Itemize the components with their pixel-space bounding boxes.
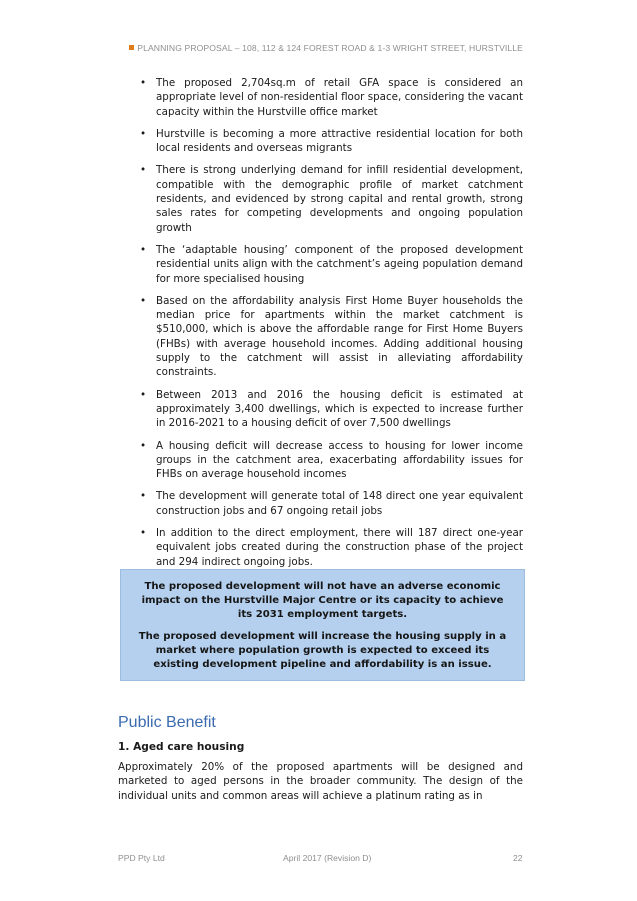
bullet-text: A housing deficit will decrease access to housing for lower income groups in the catchment area, exacerbating affordability issues for FHBs on average household incomes	[156, 439, 523, 481]
bullet-text: The proposed 2,704sq.m of retail GFA space is considered an appropriate level of non-residential floor space, considering the vacant capacity within the Hurstville office market	[156, 77, 523, 118]
bullet-text: The development will generate total of 148 direct one year equivalent construction jobs and 67 ongoing retail jobs	[156, 490, 523, 517]
bullet-text: The ‘adaptable housing’ component of the proposed development residential units align with the catchment’s ageing population demand for more specialised housing	[156, 243, 523, 285]
footer-company: PPD Pty Ltd	[118, 853, 165, 863]
bullet-icon: •	[140, 243, 147, 256]
bullet-item	[118, 388, 523, 431]
bullet-text: Between 2013 and 2016 the housing deficit is estimated at approximately 3,400 dwellings, which is expected to increase further in 2016-2021 to a housing deficit of over 7,500 dwellings	[156, 388, 523, 430]
callout-paragraph: The proposed development will increase the housing supply in a market where population growth is expected to exceed its existing development pipeline and affordability is an issue.	[138, 630, 507, 671]
bullet-item	[118, 243, 523, 286]
bullet-item	[118, 439, 523, 482]
bullet-item	[118, 76, 523, 119]
bullet-icon: •	[140, 164, 147, 177]
page-header	[129, 43, 523, 53]
header-square-icon	[129, 45, 134, 50]
bullet-icon: •	[140, 77, 147, 89]
bullet-text: Based on the affordability analysis First Home Buyer households the median price for apartments within the market catchment is $510,000, which is above the affordable range for First Home Buyers (FHBs) with average household incomes. Adding additional housing supply to the catchment will assist in alleviating affordability constraints.	[156, 294, 523, 379]
summary-callout-box	[120, 569, 525, 681]
bullet-icon: •	[140, 527, 147, 540]
bullet-icon: •	[140, 490, 147, 503]
bullet-text: There is strong underlying demand for infill residential development, compatible with the demographic profile of market catchment residents, and evidenced by strong capital and rental growth, strong sales rates for competing developments and ongoing population growth	[156, 164, 523, 234]
bullet-item	[118, 489, 523, 518]
bullet-text: Hurstville is becoming a more attractive residential location for both local residents and overseas migrants	[156, 127, 523, 155]
callout-paragraph: The proposed development will not have an adverse economic impact on the Hurstville Major Centre or its capacity to achieve its 2031 employment targets.	[141, 581, 504, 621]
bullet-icon: •	[140, 127, 147, 140]
bullet-icon: •	[140, 294, 147, 307]
bullet-item	[118, 294, 523, 380]
bullet-item	[118, 163, 523, 234]
section-heading: Public Benefit	[118, 714, 216, 731]
bullet-item	[118, 526, 523, 569]
bullet-item	[118, 127, 523, 156]
footer-date: April 2017 (Revision D)	[283, 853, 372, 863]
subsection-heading: 1. Aged care housing	[118, 741, 245, 753]
bullet-icon: •	[140, 439, 147, 452]
body-paragraph: Approximately 20% of the proposed apartments will be designed and marketed to aged persons in the broader community. The design of the individual units and common areas will achieve a platinum rating as in	[118, 761, 523, 802]
footer-page-number: 22	[513, 853, 523, 863]
bullet-text: In addition to the direct employment, there will 187 direct one-year equivalent jobs created during the construction phase of the project and 294 indirect ongoing jobs.	[156, 527, 523, 568]
bullet-list	[118, 76, 523, 577]
bullet-icon: •	[140, 388, 147, 401]
header-text: PLANNING PROPOSAL – 108, 112 & 124 FOREST ROAD & 1-3 WRIGHT STREET, HURSTVILLE	[137, 43, 523, 53]
